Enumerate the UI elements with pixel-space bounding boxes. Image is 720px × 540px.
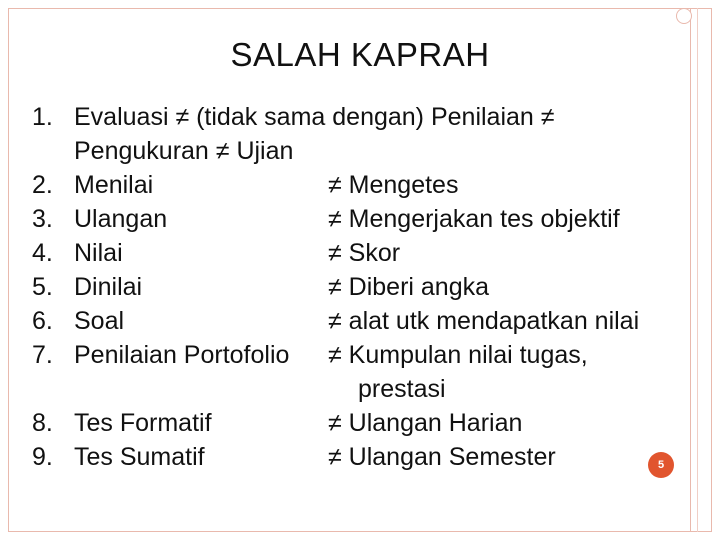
item-left-text: Tes Sumatif [74,443,205,471]
item-left-text: Ulangan [74,205,168,233]
item-number: 7. [32,341,53,369]
item-number: 9. [32,443,53,471]
decorative-circle [676,8,692,24]
item-right-text: ≠ Mengerjakan tes objektif [328,205,620,233]
slide-side-band [690,8,712,532]
item-number: 3. [32,205,53,233]
item-number: 8. [32,409,53,437]
item-right-text: ≠ Ulangan Semester [328,443,556,471]
item-left-text: Tes Formatif [74,409,212,437]
item-left-continuation: Pengukuran ≠ Ujian [74,137,294,165]
item-left-text: Evaluasi ≠ (tidak sama dengan) Penilaian ≠ [74,103,555,131]
item-number: 2. [32,171,53,199]
item-left-text: Penilaian Portofolio [74,341,290,369]
item-right-text: ≠ Diberi angka [328,273,490,301]
item-number: 1. [32,103,53,131]
slide-title: SALAH KAPRAH [230,36,490,73]
item-right-text: ≠ alat utk mendapatkan nilai [328,307,640,335]
item-left-text: Nilai [74,239,123,267]
item-left-text: Soal [74,307,125,335]
page-number-badge: 5 [648,452,674,478]
item-right-text: ≠ Ulangan Harian [328,409,523,437]
item-left-text: Menilai [74,171,154,199]
item-number: 4. [32,239,53,267]
item-number: 6. [32,307,53,335]
item-right-text: ≠ Mengetes [328,171,459,199]
item-left-text: Dinilai [74,273,143,301]
item-right-text: ≠ Skor [328,239,401,267]
item-right-text: ≠ Kumpulan nilai tugas, [328,341,588,369]
item-number: 5. [32,273,53,301]
item-right-continuation: prestasi [358,375,446,403]
